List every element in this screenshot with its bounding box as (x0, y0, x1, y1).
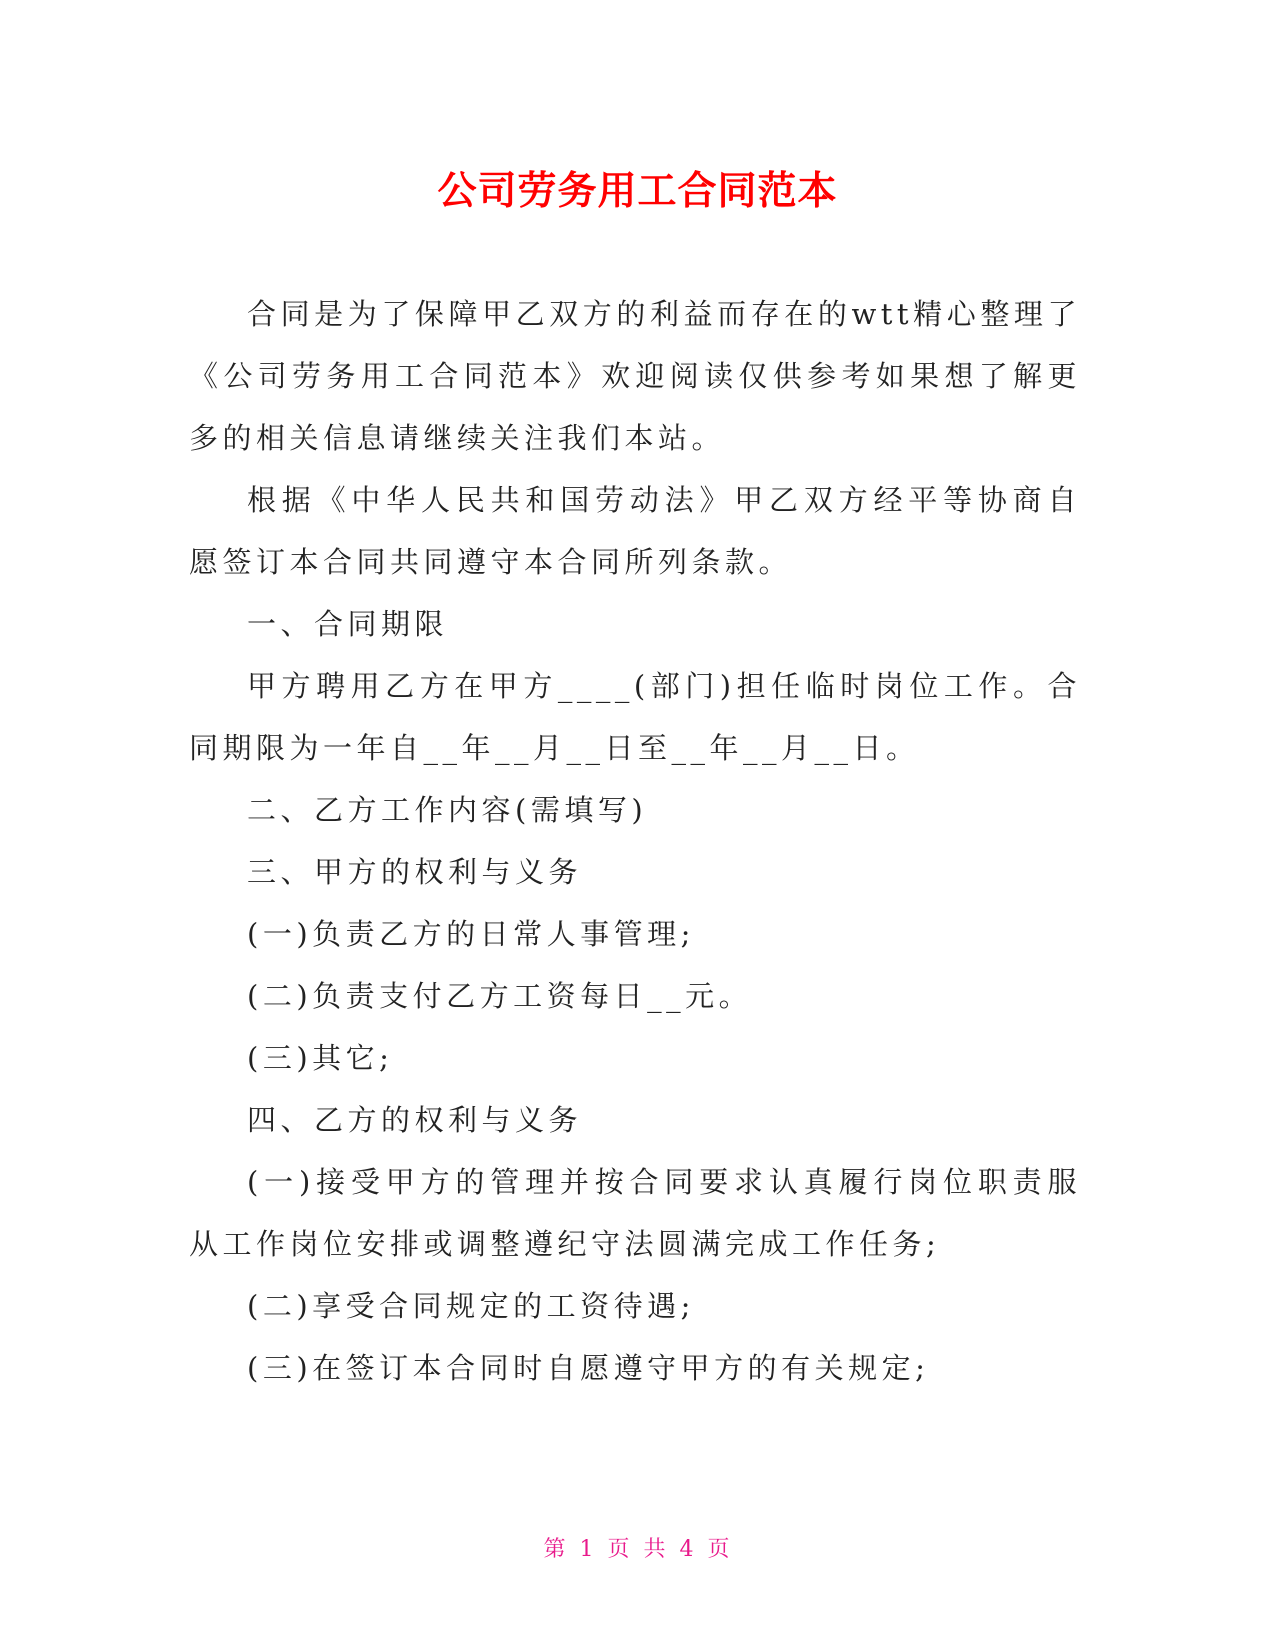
list-item-party-a-1: (一)负责乙方的日常人事管理; (247, 917, 695, 951)
document-body (189, 283, 1081, 1399)
list-item-party-a-3: (三)其它; (247, 1041, 394, 1075)
section-heading-term: 一、合同期限 (247, 607, 449, 641)
footer-total-pages: 4 (679, 1537, 696, 1562)
section-heading-party-b: 四、乙方的权利与义务 (247, 1103, 583, 1137)
paragraph-term: 甲方聘用乙方在甲方____(部门)担任临时岗位工作。合同期限为一年自__年__月__日至__年__月__日。 (189, 669, 1081, 765)
list-item-party-b-1: (一)接受甲方的管理并按合同要求认真履行岗位职责服从工作岗位安排或调整遵纪守法圆满完成工作任务; (189, 1165, 1081, 1261)
list-item-party-b-3: (三)在签订本合同时自愿遵守甲方的有关规定; (247, 1351, 930, 1385)
section-heading-work-content: 二、乙方工作内容(需填写) (247, 793, 648, 827)
section-heading-party-a: 三、甲方的权利与义务 (247, 855, 583, 889)
footer-total-unit: 页 (707, 1537, 732, 1562)
list-item-party-b-2: (二)享受合同规定的工资待遇; (247, 1289, 695, 1323)
paragraph-intro: 合同是为了保障甲乙双方的利益而存在的wtt精心整理了《公司劳务用工合同范本》欢迎阅读仅供参考如果想了解更多的相关信息请继续关注我们本站。 (189, 297, 1081, 455)
document-title: 公司劳务用工合同范本 (437, 169, 838, 214)
list-item-party-a-2: (二)负责支付乙方工资每日__元。 (247, 979, 753, 1013)
footer-page-label: 第 (543, 1537, 568, 1562)
page-footer (0, 1532, 1275, 1563)
paragraph-basis: 根据《中华人民共和国劳动法》甲乙双方经平等协商自愿签订本合同共同遵守本合同所列条款。 (189, 483, 1081, 579)
footer-page-unit: 页 (607, 1537, 632, 1562)
footer-total-label: 共 (643, 1537, 668, 1562)
footer-current-page: 1 (579, 1537, 596, 1562)
